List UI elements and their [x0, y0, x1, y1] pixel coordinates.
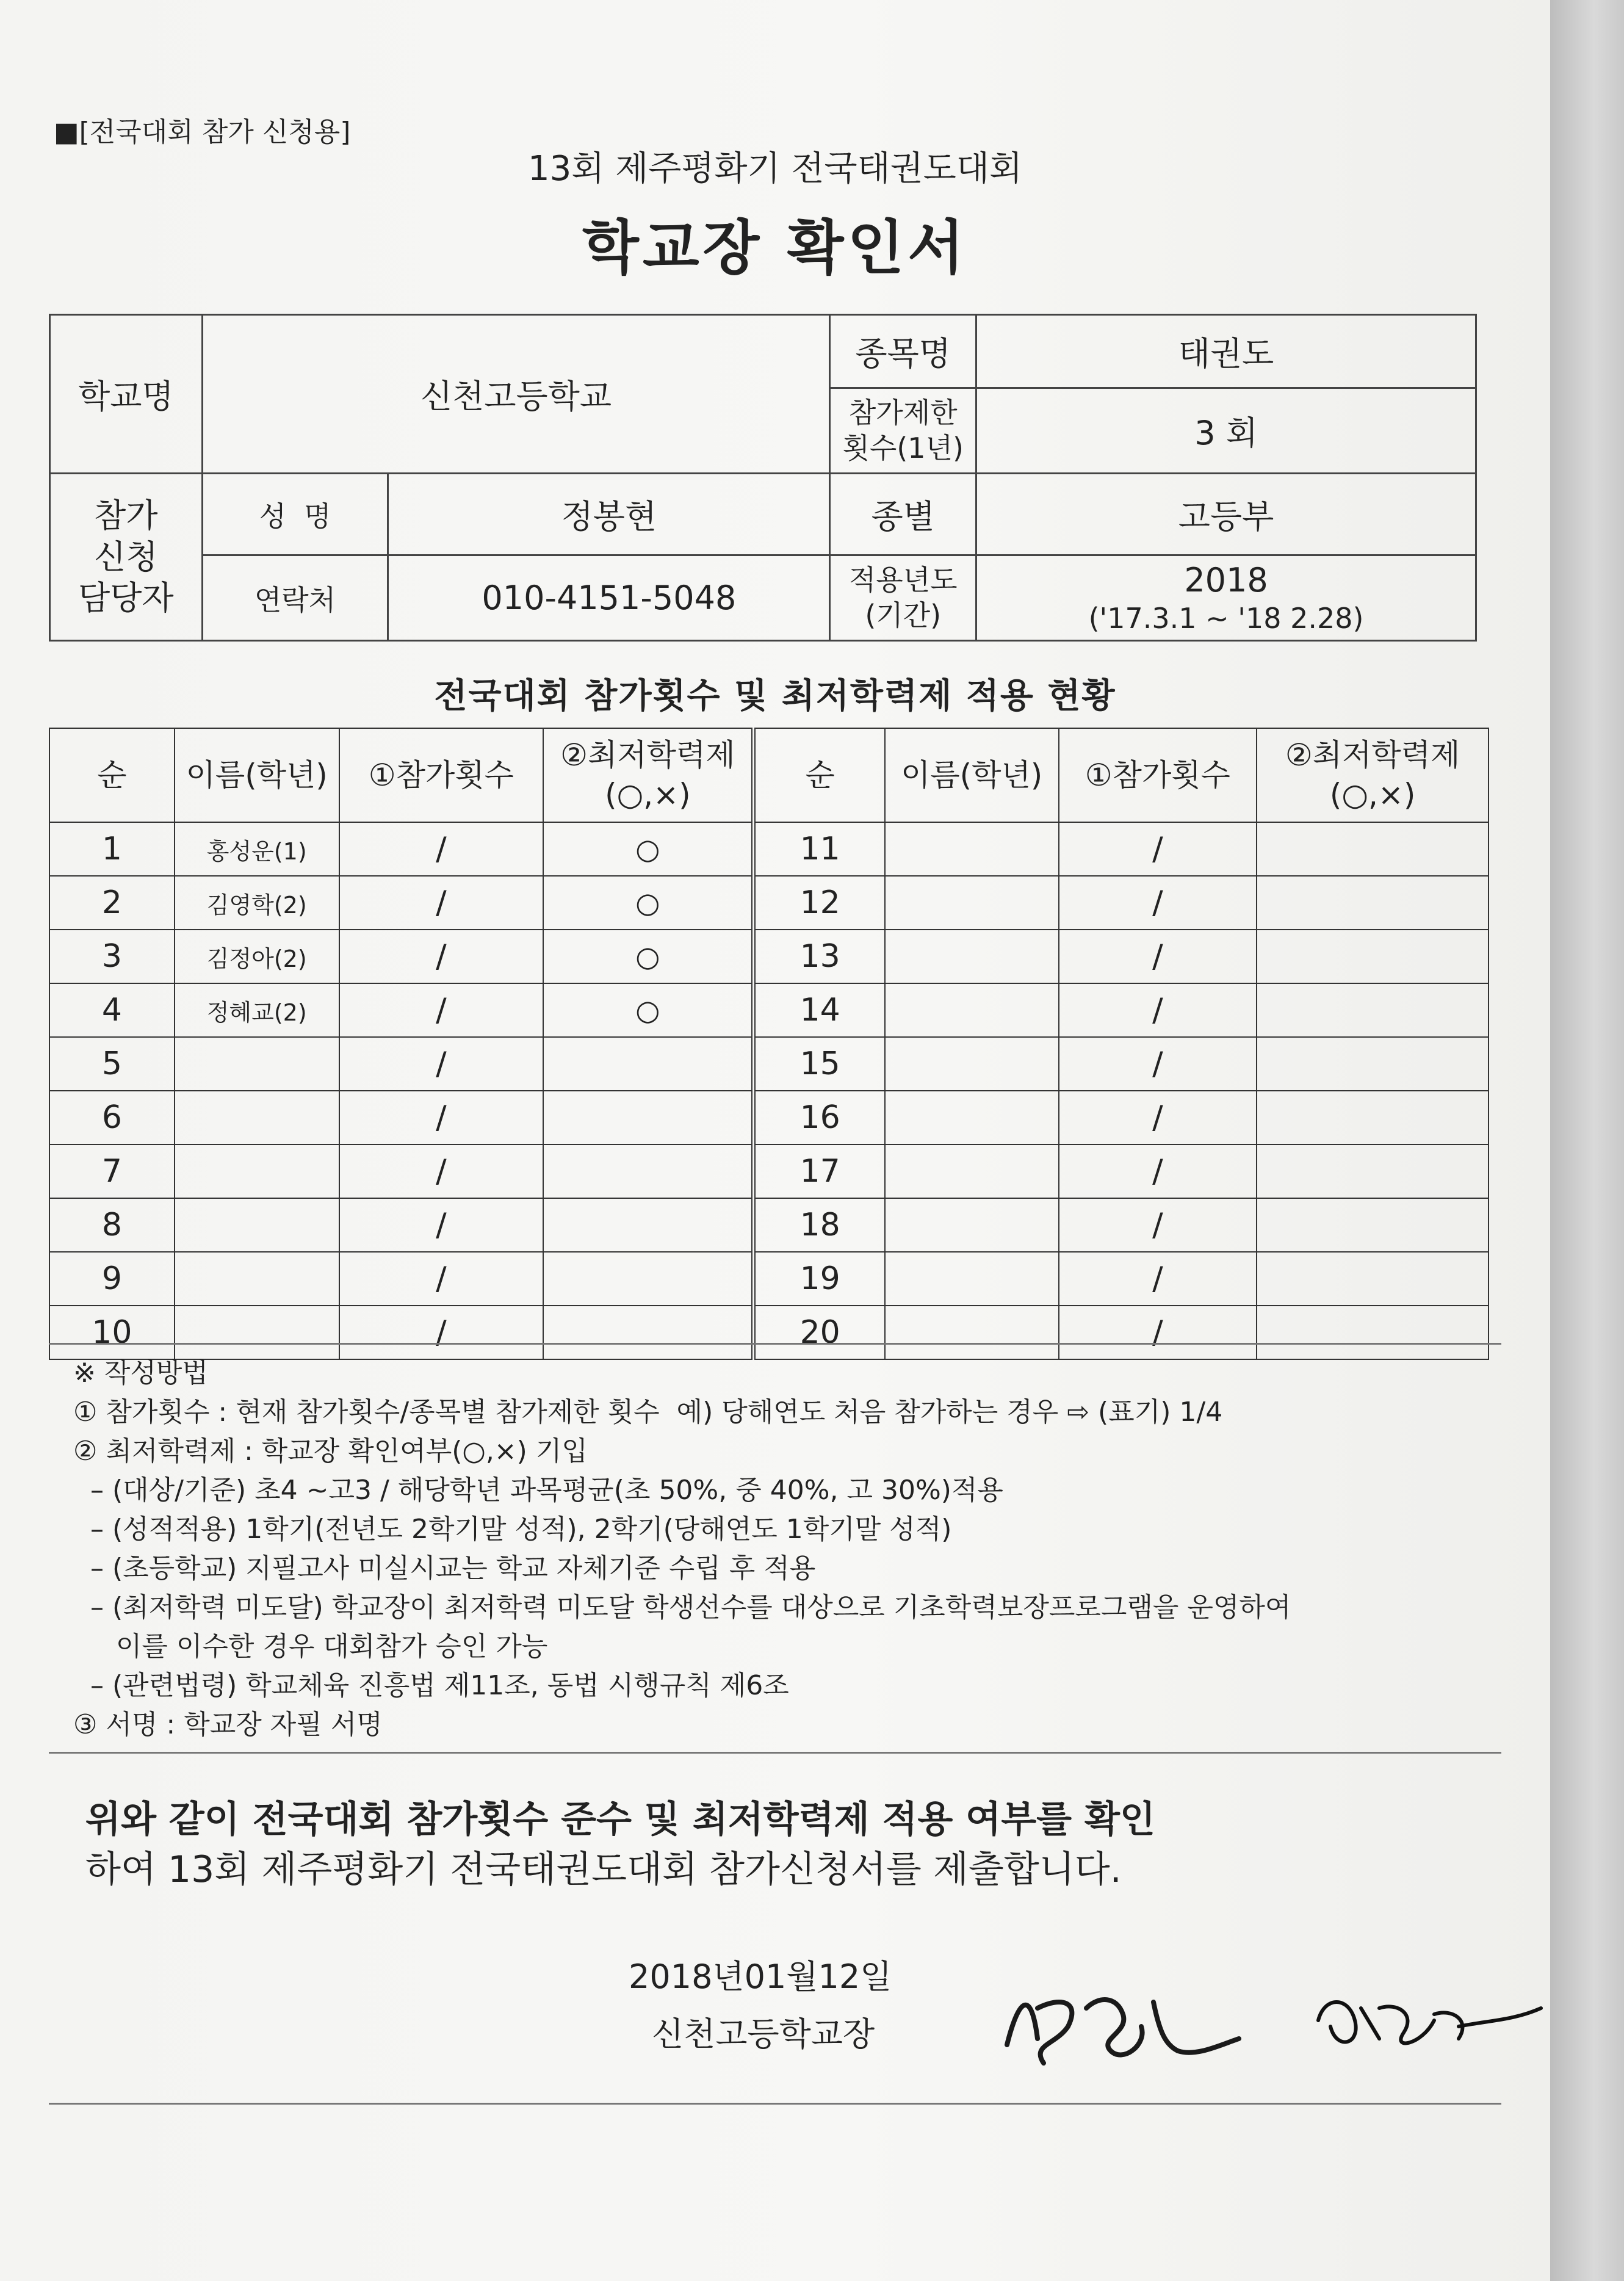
background-wall [1550, 0, 1624, 2281]
student-name: 김정아(2) [175, 930, 339, 983]
student-name: 정혜교(2) [175, 983, 339, 1037]
student-name: 김영학(2) [175, 876, 339, 930]
row-number: 5 [49, 1037, 175, 1091]
col-academic [543, 728, 754, 822]
document-title: 학교장 확인서 [582, 214, 968, 282]
academic-mark [1257, 876, 1489, 930]
issue-date: 2018년01월12일 [629, 1957, 892, 1996]
academic-mark: ○ [543, 876, 754, 930]
contact-label-line3: 담당자 [78, 579, 174, 618]
division-label: 종별 [830, 474, 976, 555]
col-name-right: 이름(학년) [885, 728, 1059, 822]
row-number: 12 [754, 876, 885, 930]
limit-label [830, 388, 976, 474]
col-count: ①참가횟수 [339, 728, 544, 822]
academic-mark [1257, 1198, 1489, 1252]
student-name [885, 1252, 1059, 1306]
instruction-line: ※ 작성방법 [73, 1357, 208, 1389]
form-tag: ■[전국대회 참가 신청용] [54, 117, 351, 148]
period-text: ('17.3.1 ~ '18 2.28) [1088, 601, 1364, 635]
academic-mark [543, 1144, 754, 1198]
row-number: 18 [754, 1198, 885, 1252]
confirmation-line2: 하여 13회 제주평화기 전국태권도대회 참가신청서를 제출합니다. [85, 1848, 1122, 1891]
row-number: 3 [49, 930, 175, 983]
info-table [49, 314, 1477, 642]
participation-count: / [1059, 1037, 1257, 1091]
contact-label-line2: 신청 [94, 537, 158, 576]
participation-count: / [1059, 876, 1257, 930]
student-name [885, 1144, 1059, 1198]
participation-count: / [1059, 1144, 1257, 1198]
row-number: 6 [49, 1091, 175, 1144]
participation-count: / [339, 983, 544, 1037]
student-name [175, 1091, 339, 1144]
table-row [49, 876, 1489, 930]
col-no-right: 순 [754, 728, 885, 822]
participation-count: / [339, 1306, 544, 1359]
confirmation-line1: 위와 같이 전국대회 참가횟수 준수 및 최저학력제 적용 여부를 확인 [85, 1798, 1155, 1841]
instruction-line: ③ 서명 : 학교장 자필 서명 [73, 1709, 383, 1740]
participation-count: / [339, 876, 544, 930]
participation-count: / [1059, 822, 1257, 876]
instruction-line: – (최저학력 미도달) 학교장이 최저학력 미도달 학생선수를 대상으로 기초학력보장프로그램을 운영하여 [73, 1592, 1291, 1623]
student-name [175, 1306, 339, 1359]
participation-count: / [1059, 930, 1257, 983]
confirmation-text [85, 1795, 1155, 1895]
instruction-line: – (대상/기준) 초4 ~고3 / 해당학년 과목평균(초 50%, 중 40%, 고 30%)적용 [73, 1475, 1003, 1506]
row-number: 19 [754, 1252, 885, 1306]
row-number: 4 [49, 983, 175, 1037]
row-number: 9 [49, 1252, 175, 1306]
limit-value: 3 회 [976, 388, 1476, 474]
event-label: 종목명 [830, 315, 976, 388]
row-number: 13 [754, 930, 885, 983]
academic-mark [543, 1252, 754, 1306]
row-number: 14 [754, 983, 885, 1037]
divider [49, 2103, 1501, 2105]
student-name [885, 930, 1059, 983]
col-academic-right-line2: (○,×) [1329, 777, 1416, 812]
student-name: 홍성운(1) [175, 822, 339, 876]
academic-mark [543, 1091, 754, 1144]
student-name [885, 822, 1059, 876]
student-name [175, 1037, 339, 1091]
document-subtitle: 13회 제주평화기 전국태권도대회 [527, 149, 1023, 189]
instruction-line: – (관련법령) 학교체육 진흥법 제11조, 동법 시행규칙 제6조 [73, 1670, 789, 1701]
division-value: 고등부 [976, 474, 1476, 555]
academic-mark: ○ [543, 930, 754, 983]
col-academic-line1: ②최저학력제 [560, 737, 735, 773]
student-name [175, 1144, 339, 1198]
table-row [49, 930, 1489, 983]
table-row [49, 1306, 1489, 1359]
row-number: 17 [754, 1144, 885, 1198]
col-no: 순 [49, 728, 175, 822]
student-name [175, 1252, 339, 1306]
phone-label: 연락처 [202, 555, 388, 641]
col-academic-right-line1: ②최저학력제 [1285, 737, 1460, 773]
row-number: 8 [49, 1198, 175, 1252]
seal-signature [1312, 1984, 1544, 2057]
participation-count: / [339, 1037, 544, 1091]
instruction-line: – (성적적용) 1학기(전년도 2학기말 성적), 2학기(당해연도 1학기말 성적) [73, 1514, 952, 1545]
student-name [885, 1198, 1059, 1252]
row-number: 2 [49, 876, 175, 930]
student-name [885, 1306, 1059, 1359]
student-name [885, 876, 1059, 930]
student-name [885, 1037, 1059, 1091]
row-number: 1 [49, 822, 175, 876]
participation-count: / [339, 930, 544, 983]
person-label: 성 명 [202, 474, 388, 555]
school-name-label: 학교명 [50, 315, 203, 474]
table-row [49, 822, 1489, 876]
table-row [49, 1037, 1489, 1091]
table-row [49, 1198, 1489, 1252]
academic-mark [1257, 1091, 1489, 1144]
row-number: 20 [754, 1306, 885, 1359]
year-label [830, 555, 976, 641]
event-value: 태권도 [976, 315, 1476, 388]
row-number: 11 [754, 822, 885, 876]
participation-count: / [339, 822, 544, 876]
participation-count: / [339, 1198, 544, 1252]
table-row [49, 1091, 1489, 1144]
limit-label-line1: 참가제한 [848, 396, 958, 429]
instruction-line: ① 참가횟수 : 현재 참가횟수/종목별 참가제한 횟수 예) 당해연도 처음 참가하는 경우 ⇨ (표기) 1/4 [73, 1397, 1223, 1428]
student-name [175, 1198, 339, 1252]
participation-count: / [1059, 1198, 1257, 1252]
academic-mark [1257, 1306, 1489, 1359]
phone-value: 010-4151-5048 [388, 555, 830, 641]
signer-title: 신천고등학교장 [652, 2015, 875, 2053]
academic-mark [1257, 1037, 1489, 1091]
instruction-line: – (초등학교) 지필고사 미실시교는 학교 자체기준 수립 후 적용 [73, 1553, 816, 1584]
contact-label-line1: 참가 [94, 496, 158, 535]
year-label-line1: 적용년도 [848, 563, 958, 596]
col-academic-right [1257, 728, 1489, 822]
school-name-value: 신천고등학교 [202, 315, 830, 474]
row-number: 15 [754, 1037, 885, 1091]
status-title: 전국대회 참가횟수 및 최저학력제 적용 현황 [434, 676, 1116, 716]
student-name [885, 1091, 1059, 1144]
table-row [49, 1144, 1489, 1198]
year-label-line2: (기간) [865, 598, 942, 632]
status-table [49, 728, 1489, 1360]
row-number: 10 [49, 1306, 175, 1359]
handwritten-signature [995, 1972, 1257, 2075]
person-value: 정봉현 [388, 474, 830, 555]
academic-mark [1257, 930, 1489, 983]
divider [49, 1343, 1501, 1345]
table-row [49, 983, 1489, 1037]
col-count-right: ①참가횟수 [1059, 728, 1257, 822]
participation-count: / [1059, 1091, 1257, 1144]
instructions [73, 1354, 1291, 1744]
contact-label [50, 474, 203, 641]
status-header-row [49, 728, 1489, 822]
academic-mark [1257, 822, 1489, 876]
participation-count: / [1059, 1252, 1257, 1306]
academic-mark [1257, 1144, 1489, 1198]
year-text: 2018 [1184, 561, 1268, 599]
row-number: 7 [49, 1144, 175, 1198]
participation-count: / [339, 1252, 544, 1306]
participation-count: / [1059, 1306, 1257, 1359]
participation-count: / [339, 1091, 544, 1144]
row-number: 16 [754, 1091, 885, 1144]
academic-mark [1257, 1252, 1489, 1306]
student-name [885, 983, 1059, 1037]
instruction-line: ② 최저학력제 : 학교장 확인여부(○,×) 기입 [73, 1436, 588, 1467]
instruction-line: 이를 이수한 경우 대회참가 승인 가능 [73, 1631, 548, 1662]
academic-mark [1257, 983, 1489, 1037]
limit-label-line2: 횟수(1년) [842, 431, 964, 465]
academic-mark: ○ [543, 983, 754, 1037]
participation-count: / [1059, 983, 1257, 1037]
col-name: 이름(학년) [175, 728, 339, 822]
divider [49, 1752, 1501, 1754]
col-academic-line2: (○,×) [605, 777, 691, 812]
academic-mark [543, 1198, 754, 1252]
table-row [49, 1252, 1489, 1306]
year-value [976, 555, 1476, 641]
participation-count: / [339, 1144, 544, 1198]
academic-mark [543, 1306, 754, 1359]
academic-mark: ○ [543, 822, 754, 876]
academic-mark [543, 1037, 754, 1091]
